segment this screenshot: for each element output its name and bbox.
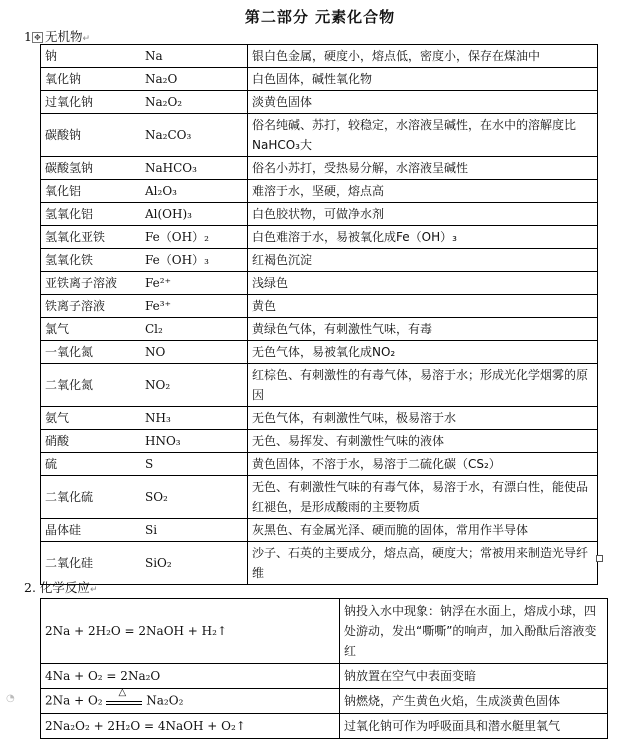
heat-condition-equals-icon bbox=[106, 687, 142, 709]
table-row bbox=[41, 364, 598, 407]
table-row bbox=[41, 519, 598, 542]
description-cell: 俗名小苏打，受热易分解，水溶液呈碱性 bbox=[248, 157, 598, 180]
description-cell: 俗名纯碱、苏打，较稳定，水溶液呈碱性，在水中的溶解度比NaHCO₃大 bbox=[248, 114, 598, 157]
formula-cell: Na₂CO₃ bbox=[141, 114, 248, 157]
table-row bbox=[41, 318, 598, 341]
paragraph-mark-icon: ↵ bbox=[89, 585, 98, 595]
section-heading-inorganic bbox=[24, 27, 90, 45]
description-cell: 灰黑色、有金属光泽、硬而脆的固体，常用作半导体 bbox=[248, 519, 598, 542]
description-cell: 钠燃烧，产生黄色火焰，生成淡黄色固体 bbox=[340, 689, 608, 714]
table-row bbox=[41, 180, 598, 203]
table-row bbox=[41, 45, 598, 68]
description-cell: 黄色固体，不溶于水，易溶于二硫化碳（CS₂） bbox=[248, 453, 598, 476]
table-row bbox=[41, 341, 598, 364]
description-cell: 钠放置在空气中表面变暗 bbox=[340, 664, 608, 689]
description-cell: 银白色金属，硬度小，熔点低，密度小，保存在煤油中 bbox=[248, 45, 598, 68]
formula-cell: SO₂ bbox=[141, 476, 248, 519]
table-resize-handle-icon[interactable] bbox=[596, 555, 603, 562]
table-row bbox=[41, 203, 598, 226]
substance-name-cell: 氯气 bbox=[41, 318, 142, 341]
formula-cell: NaHCO₃ bbox=[141, 157, 248, 180]
substance-name-cell: 硫 bbox=[41, 453, 142, 476]
table-row bbox=[41, 68, 598, 91]
formula-cell: SiO₂ bbox=[141, 542, 248, 585]
description-cell: 无色、易挥发、有刺激性气味的液体 bbox=[248, 430, 598, 453]
equation-cell: 2Na + 2H₂O = 2NaOH + H₂↑ bbox=[41, 599, 340, 664]
substance-name-cell: 氧化钠 bbox=[41, 68, 142, 91]
description-cell: 黄绿色气体，有刺激性气味，有毒 bbox=[248, 318, 598, 341]
section-heading-reactions bbox=[24, 578, 97, 596]
formula-cell: S bbox=[141, 453, 248, 476]
formula-cell: Fe²⁺ bbox=[141, 272, 248, 295]
formula-cell: Na bbox=[141, 45, 248, 68]
formula-cell: HNO₃ bbox=[141, 430, 248, 453]
formula-cell: NO bbox=[141, 341, 248, 364]
description-cell: 浅绿色 bbox=[248, 272, 598, 295]
table-row bbox=[41, 226, 598, 249]
substance-name-cell: 氢氧化亚铁 bbox=[41, 226, 142, 249]
table-row bbox=[41, 664, 608, 689]
substance-name-cell: 晶体硅 bbox=[41, 519, 142, 542]
heat-condition-symbol: △ bbox=[118, 687, 127, 698]
substance-name-cell: 硝酸 bbox=[41, 430, 142, 453]
section-label: 化学反应 bbox=[39, 580, 90, 595]
substance-name-cell: 过氧化钠 bbox=[41, 91, 142, 114]
section-number: 2. bbox=[24, 580, 36, 595]
table-row bbox=[41, 157, 598, 180]
substance-name-cell: 一氧化氮 bbox=[41, 341, 142, 364]
formula-cell: Na₂O₂ bbox=[141, 91, 248, 114]
formula-cell: NH₃ bbox=[141, 407, 248, 430]
equation-right: Na₂O₂ bbox=[146, 693, 184, 708]
section-label: 无机物 bbox=[44, 29, 83, 44]
formula-cell: Na₂O bbox=[141, 68, 248, 91]
table-row bbox=[41, 114, 598, 157]
formula-cell: Fe³⁺ bbox=[141, 295, 248, 318]
description-cell: 红褐色沉淀 bbox=[248, 249, 598, 272]
substance-name-cell: 碳酸钠 bbox=[41, 114, 142, 157]
description-cell: 白色难溶于水，易被氧化成Fe（OH）₃ bbox=[248, 226, 598, 249]
substance-name-cell: 亚铁离子溶液 bbox=[41, 272, 142, 295]
equation-cell bbox=[41, 689, 340, 714]
description-cell: 无色气体，有刺激性气味，极易溶于水 bbox=[248, 407, 598, 430]
table-row bbox=[41, 295, 598, 318]
substance-name-cell: 碳酸氢钠 bbox=[41, 157, 142, 180]
equation-left: 2Na + O₂ bbox=[45, 693, 103, 708]
substance-name-cell: 氢氧化铁 bbox=[41, 249, 142, 272]
formula-cell: Al₂O₃ bbox=[141, 180, 248, 203]
description-cell: 无色气体，易被氧化成NO₂ bbox=[248, 341, 598, 364]
table-row bbox=[41, 689, 608, 714]
table-row bbox=[41, 599, 608, 664]
table-row bbox=[41, 430, 598, 453]
substance-name-cell: 铁离子溶液 bbox=[41, 295, 142, 318]
table-row bbox=[41, 249, 598, 272]
description-cell: 无色、有刺激性气味的有毒气体，易溶于水，有漂白性，能使品红褪色，是形成酸雨的主要物质 bbox=[248, 476, 598, 519]
substance-name-cell: 氧化铝 bbox=[41, 180, 142, 203]
formula-cell: NO₂ bbox=[141, 364, 248, 407]
formula-cell: Si bbox=[141, 519, 248, 542]
description-cell: 过氧化钠可作为呼吸面具和潜水艇里氧气 bbox=[340, 714, 608, 739]
substance-name-cell: 二氧化氮 bbox=[41, 364, 142, 407]
section-number: 1 bbox=[24, 29, 32, 44]
substance-name-cell: 氨气 bbox=[41, 407, 142, 430]
inorganic-table bbox=[40, 44, 598, 585]
page-title: 第二部分 元素化合物 bbox=[244, 8, 396, 26]
description-cell: 沙子、石英的主要成分，熔点高，硬度大；常被用来制造光导纤维 bbox=[248, 542, 598, 585]
description-cell: 白色固体，碱性氧化物 bbox=[248, 68, 598, 91]
substance-name-cell: 二氧化硅 bbox=[41, 542, 142, 585]
table-row bbox=[41, 714, 608, 739]
description-cell: 淡黄色固体 bbox=[248, 91, 598, 114]
reactions-table bbox=[40, 598, 608, 739]
formula-cell: Fe（OH）₃ bbox=[141, 249, 248, 272]
table-row bbox=[41, 407, 598, 430]
description-cell: 难溶于水，坚硬，熔点高 bbox=[248, 180, 598, 203]
equation-cell: 2Na₂O₂ + 2H₂O = 4NaOH + O₂↑ bbox=[41, 714, 340, 739]
substance-name-cell: 氢氧化铝 bbox=[41, 203, 142, 226]
substance-name-cell: 二氧化硫 bbox=[41, 476, 142, 519]
description-cell: 黄色 bbox=[248, 295, 598, 318]
description-cell: 红棕色、有刺激性的有毒气体，易溶于水；形成光化学烟雾的原因 bbox=[248, 364, 598, 407]
table-move-handle-icon[interactable]: ✥ bbox=[32, 32, 43, 43]
description-cell: 白色胶状物，可做净水剂 bbox=[248, 203, 598, 226]
formula-cell: Cl₂ bbox=[141, 318, 248, 341]
description-cell: 钠投入水中现象：钠浮在水面上，熔成小球，四处游动，发出“嘶嘶”的响声，加入酚酞后溶液变红 bbox=[340, 599, 608, 664]
table-row bbox=[41, 91, 598, 114]
formula-cell: Fe（OH）₂ bbox=[141, 226, 248, 249]
equation-cell: 4Na + O₂ = 2Na₂O bbox=[41, 664, 340, 689]
table-row bbox=[41, 542, 598, 585]
substance-name-cell: 钠 bbox=[41, 45, 142, 68]
watermark-logo-icon: ◔ bbox=[6, 693, 15, 704]
table-row bbox=[41, 453, 598, 476]
formula-cell: Al(OH)₃ bbox=[141, 203, 248, 226]
paragraph-mark-icon: ↵ bbox=[82, 34, 91, 44]
table-row bbox=[41, 476, 598, 519]
table-row bbox=[41, 272, 598, 295]
